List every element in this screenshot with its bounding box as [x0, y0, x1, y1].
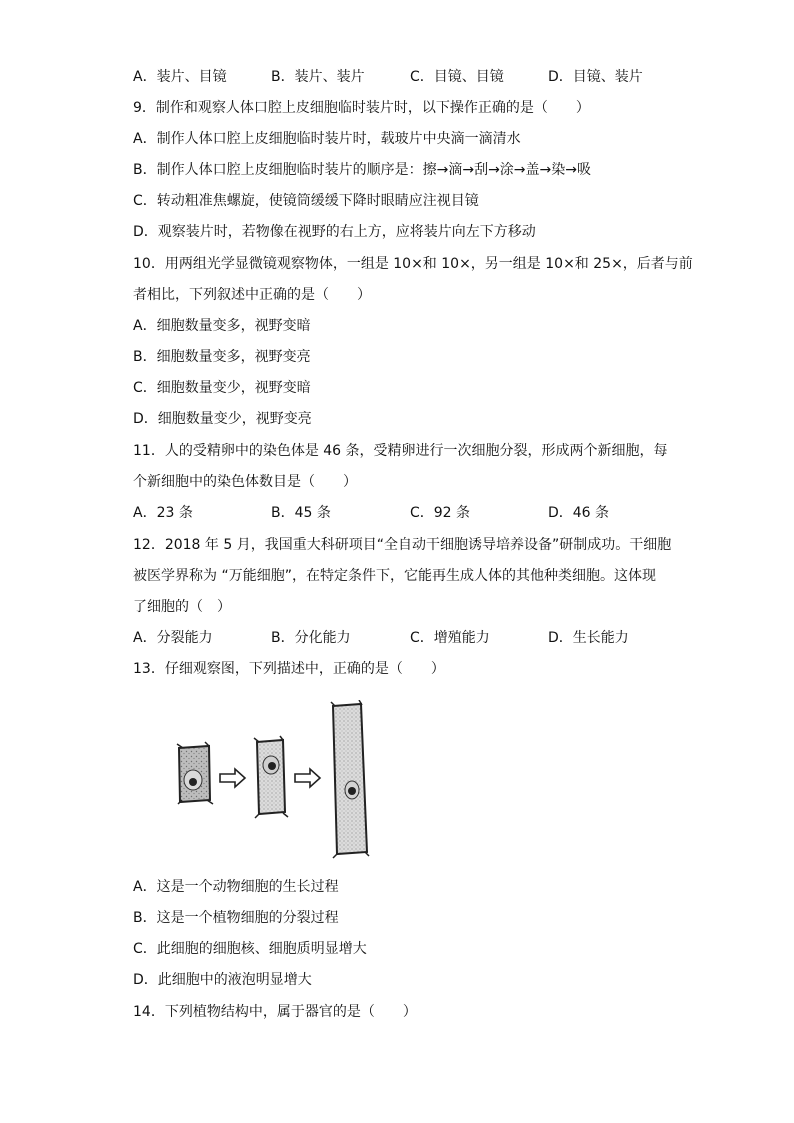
q9-option-a: A．制作人体口腔上皮细胞临时装片时，载玻片中央滴一滴清水: [133, 131, 521, 147]
q11-option-b: B．45 条: [271, 505, 331, 521]
q11-option-d: D．46 条: [548, 505, 610, 521]
q13-option-c: C．此细胞的细胞核、细胞质明显增大: [133, 941, 367, 957]
q10-option-d: D．细胞数量变少，视野变亮: [133, 411, 312, 427]
q8-option-a: A．装片、目镜: [133, 69, 227, 85]
q12-stem-line1: 12．2018 年 5 月，我国重大科研项目“全自动干细胞诱导培养设备”研制成功。干细胞: [133, 537, 672, 553]
q8-option-c: C．目镜、目镜: [410, 69, 504, 85]
q9-option-d: D．观察装片时，若物像在视野的右上方，应将装片向左下方移动: [133, 224, 536, 240]
q12-stem-line3: 了细胞的（ ）: [133, 599, 231, 615]
q10-stem-line2: 者相比，下列叙述中正确的是（ ）: [133, 287, 371, 303]
q11-stem-line1: 11．人的受精卵中的染色体是 46 条，受精卵进行一次细胞分裂，形成两个新细胞，每: [133, 443, 668, 459]
q12-option-a: A．分裂能力: [133, 630, 213, 646]
q11-stem-line2: 个新细胞中的染色体数目是（ ）: [133, 474, 357, 490]
q9-stem: 9．制作和观察人体口腔上皮细胞临时装片时，以下操作正确的是（ ）: [133, 100, 590, 116]
q10-option-a: A．细胞数量变多，视野变暗: [133, 318, 311, 334]
q11-option-c: C．92 条: [410, 505, 471, 521]
q12-option-d: D．生长能力: [548, 630, 629, 646]
q8-option-d: D．目镜、装片: [548, 69, 643, 85]
large-cell: [331, 700, 369, 858]
q12-stem-line2: 被医学界称为 “万能细胞”，在特定条件下，它能再生成人体的其他种类细胞。这体现: [133, 568, 656, 584]
q13-option-b: B．这是一个植物细胞的分裂过程: [133, 910, 339, 926]
q13-option-d: D．此细胞中的液泡明显增大: [133, 972, 312, 988]
q9-option-c: C．转动粗准焦螺旋，使镜筒缓缓下降时眼睛应注视目镜: [133, 193, 479, 209]
q10-option-c: C．细胞数量变少，视野变暗: [133, 380, 311, 396]
q8-option-b: B．装片、装片: [271, 69, 365, 85]
arrow-right-icon: [220, 769, 245, 787]
small-cell: [177, 742, 213, 804]
q14-stem: 14．下列植物结构中，属于器官的是（ ）: [133, 1004, 417, 1020]
q10-option-b: B．细胞数量变多，视野变亮: [133, 349, 311, 365]
medium-cell: [254, 736, 288, 818]
q9-option-b: B．制作人体口腔上皮细胞临时装片的顺序是：擦→滴→刮→涂→盖→染→吸: [133, 162, 591, 178]
q12-option-c: C．增殖能力: [410, 630, 490, 646]
q13-stem: 13．仔细观察图，下列描述中，正确的是（ ）: [133, 661, 445, 677]
q10-stem-line1: 10．用两组光学显微镜观察物体，一组是 10×和 10×，另一组是 10×和 25×，后者与前: [133, 256, 693, 272]
q12-option-b: B．分化能力: [271, 630, 351, 646]
arrow-right-icon: [295, 769, 320, 787]
q13-option-a: A．这是一个动物细胞的生长过程: [133, 879, 339, 895]
q11-option-a: A．23 条: [133, 505, 193, 521]
cell-growth-figure: [175, 700, 375, 860]
